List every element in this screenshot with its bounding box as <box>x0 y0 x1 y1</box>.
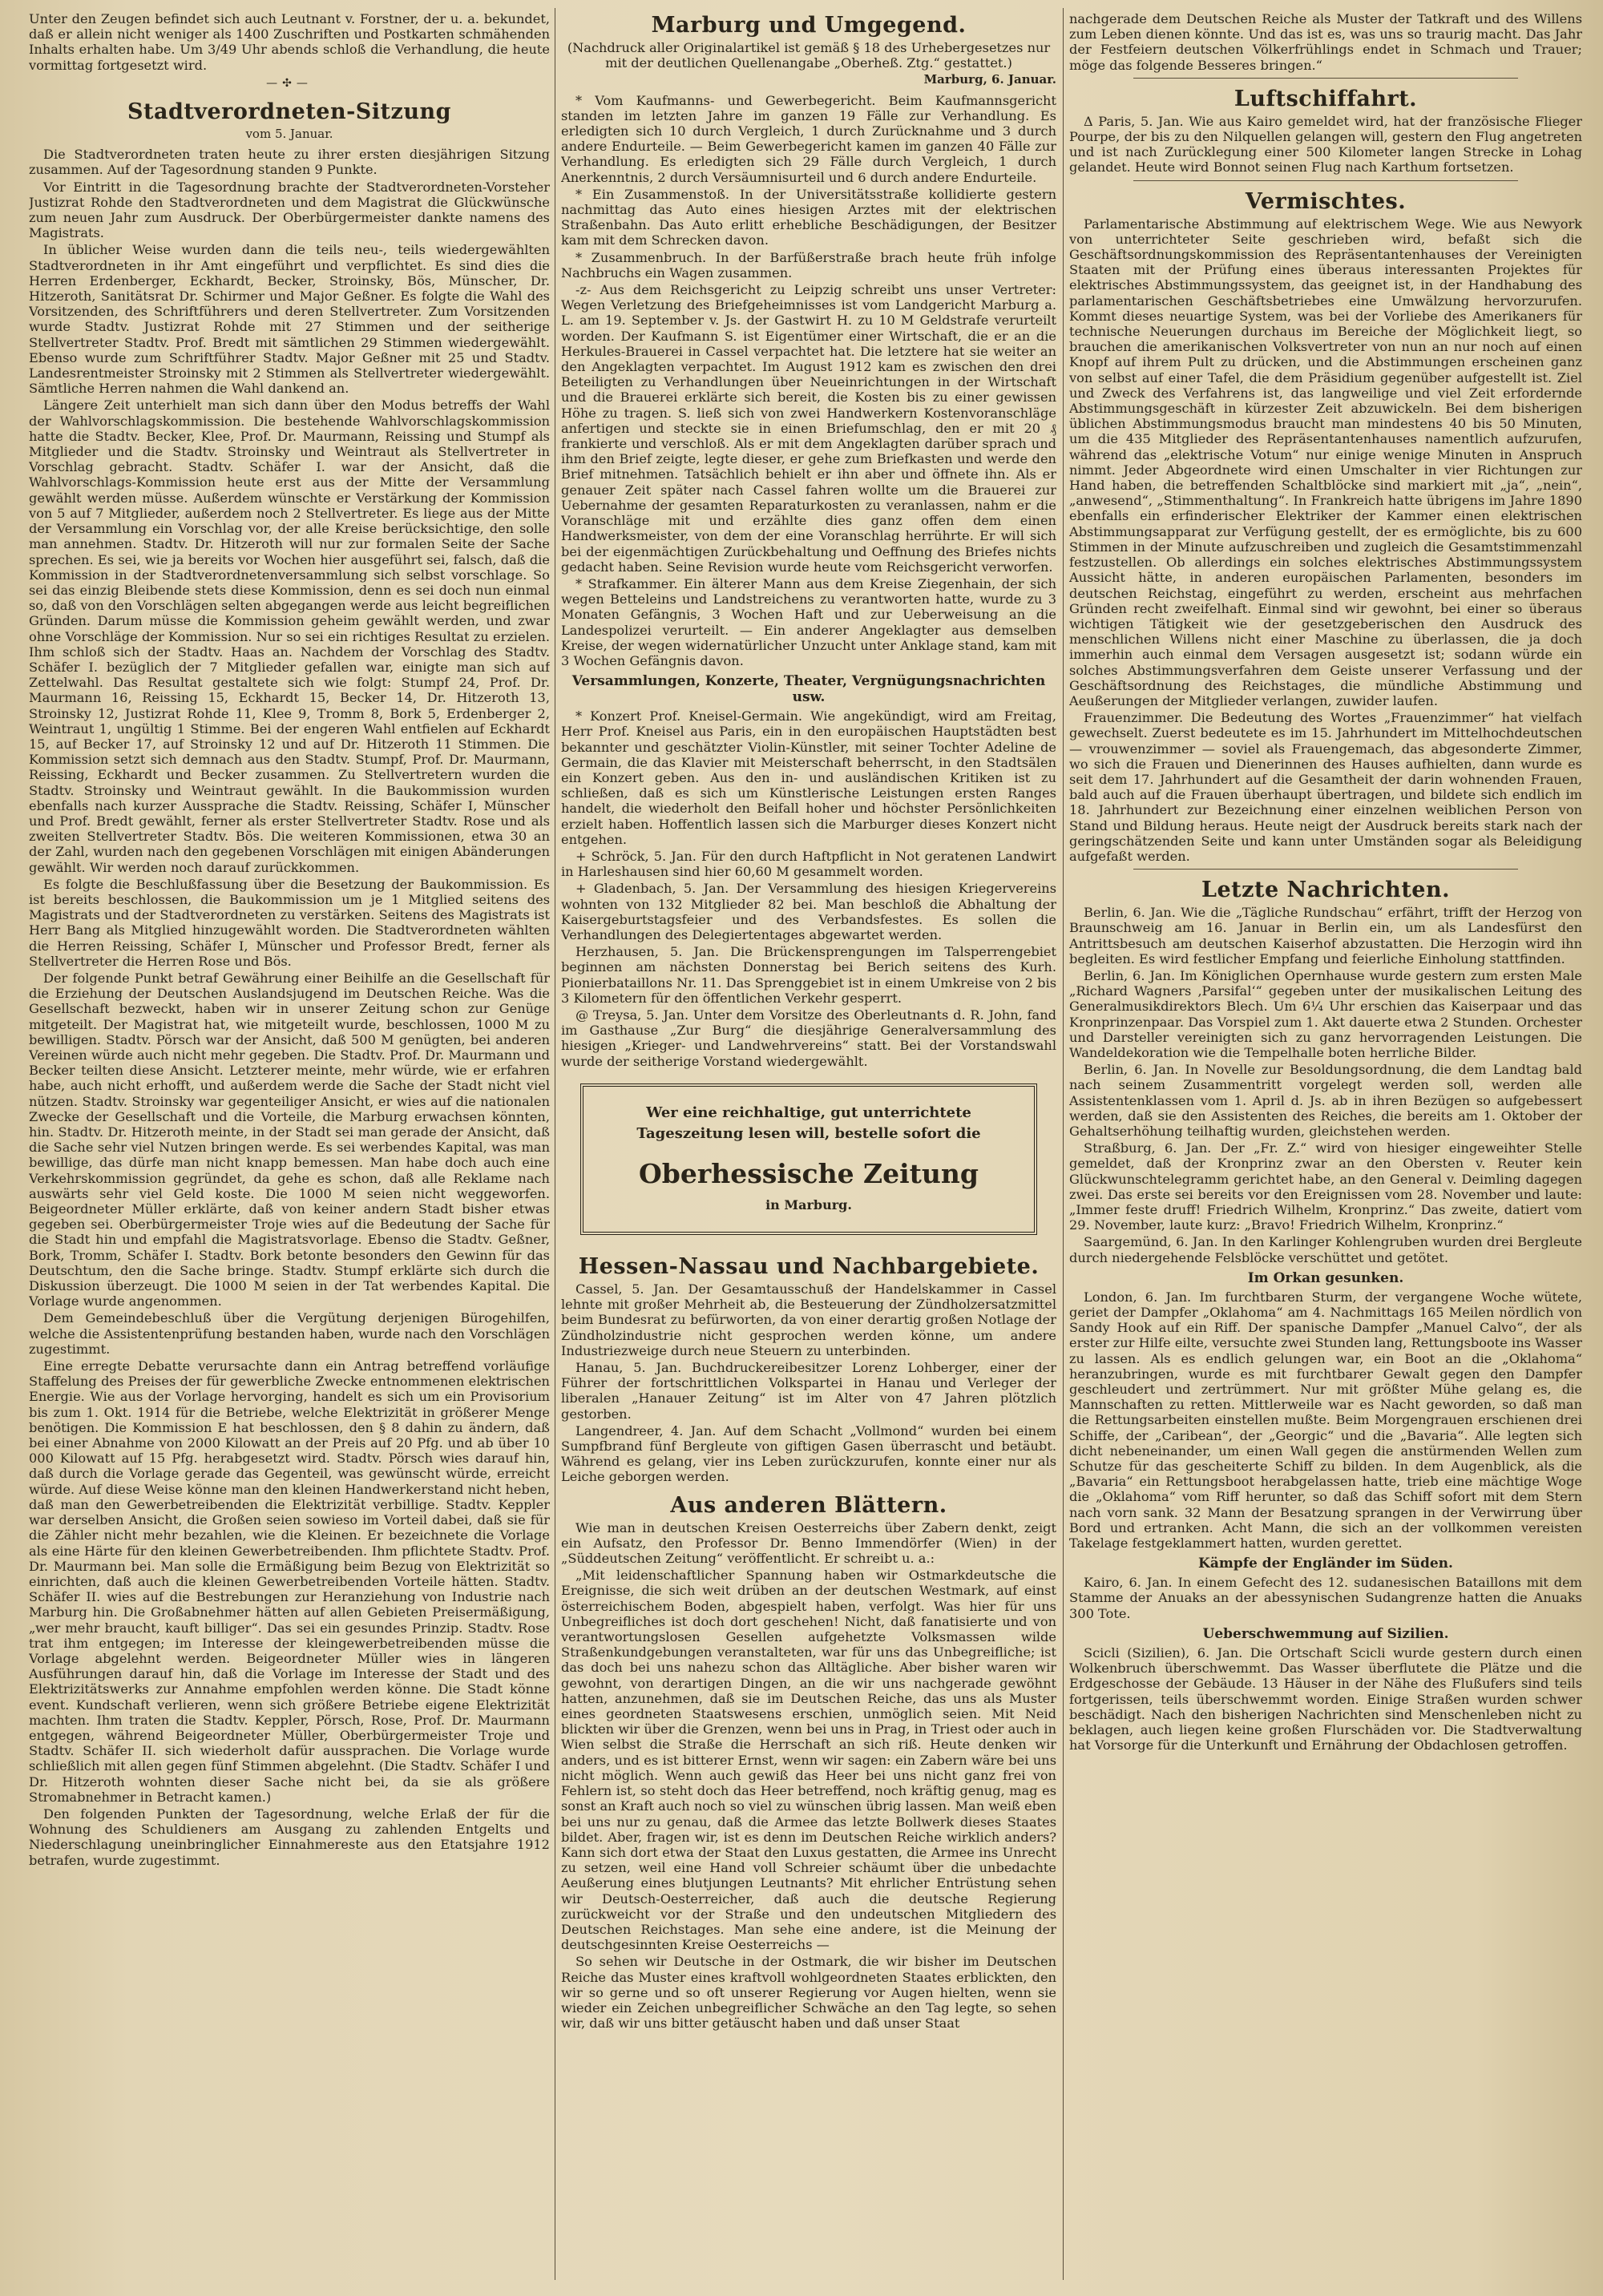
section-title: Luftschiffahrt. <box>1234 86 1418 111</box>
column-middle <box>561 11 1056 2277</box>
paragraph: So sehen wir Deutsche in der Ostmark, die wir bisher im Deutschen Reiche das Muster eines kraftvoll wohlgeordneten Staates erblickten, den wir so gerne und so oft unserer Regierung vor Augen hielten, wenn sie wieder ein Zeichen unbegreiflicher Schwäche an den Tag legte, so sehen wir, daß wir uns bitter getäuscht haben und daß unser Staat <box>561 1954 1056 2032</box>
section-title: Marburg und Umgegend. <box>651 13 967 38</box>
paragraph: Längere Zeit unterhielt man sich dann über den Modus betreffs der Wahl der Wahlvorschlagskommission. Die bestehende Wahlvorschlagskommission hatte die Stadtv. Becker, Klee, Prof. Dr. Maurmann, Reissing und Stumpf als Mitglieder und die Stadtv. Stroinsky und Weintraut als Stellvertreter in Vorschlag gebracht. Stadtv. Schäfer I. war der Ansicht, daß die Wahlvorschlags-Kommission heute erst aus der Mitte der Versammlung gewählt werden müsse. Außerdem wünschte er Verstärkung der Kommission von 5 auf 7 Mitglieder, außerdem noch 2 Stellvertreter. Es liege aus der Mitte der Versammlung ein Vorschlag vor, der alle Kreise berücksichtige, den solle man annehmen. Stadtv. Dr. Hitzeroth will nur zur formalen Seite der Sache sprechen. Es sei, wie ja bereits vor Wochen hier ausgeführt sei, falsch, daß die Kommission in der Stadtverordnetenversammlung sich selbst vorschlage. So sei das einzig Bleibende stets diese Kommission, denn es sei doch nun einmal so, daß von den Vorschlägen selten abgegangen werde aus leicht begreiflichen Gründen. Darum müsse die Kommission geheim gewählt werden, und zwar ohne Vorschläge der Kommission. Nur so sei ein richtiges Resultat zu erzielen. Ihm schloß sich der Stadtv. Haas an. Nachdem der Vorschlag des Stadtv. Schäfer I. bezüglich der 7 Mitglieder gefallen war, einigte man sich auf Zettelwahl. Das Resultat gestaltete sich wie folgt: Stumpf 24, Prof. Dr. Maurmann 16, Reissing 15, Eckhardt 15, Becker 14, Dr. Hitzeroth 13, Stroinsky 12, Justizrat Rohde 11, Klee 9, Tromm 8, Bork 5, Erdenberger 2, Weintraut 1, ungültig 1 Stimme. Bei der engeren Wahl entfielen auf Eckhardt 15, auf Becker 17, auf Stroinsky 12 und auf Dr. Hitzeroth 11 Stimmen. Die Kommission setzt sich demnach aus den Stadtv. Stumpf, Prof. Dr. Maurmann, Reissing, Eckhardt und Becker zusammen. Zu Stellvertretern wurden die Stadtv. Stroinsky und Weintraut gewählt. In die Baukommission wurden ebenfalls nach kurzer Aussprache die Stadtv. Reissing, Schäfer I, Münscher und Prof. Bredt gewählt, ferner als erster Stellvertreter Stadtv. Rose und als zweiten Stellvertreter Stadtv. Bös. Die weiteren Kommissionen, etwa 30 an der Zahl, wurden nach den gegebenen Vorschlägen mit einigen Abänderungen gewählt. Wir werden noch darauf zurückkommen. <box>29 397 550 875</box>
subsection-title: Im Orkan gesunken. <box>1247 1269 1404 1286</box>
paragraph: Frauenzimmer. Die Bedeutung des Wortes „Frauenzimmer“ hat vielfach gewechselt. Zuerst bedeutete es im 15. Jahrhundert im Mittelhochdeutschen — vrouwenzimmer — soviel als Frauengemach, das abgesonderte Zimmer, wo sich die Frauen und Dienerinnen des Hauses aufhielten, dann wurde es seit dem 17. Jahrhundert auf die Gesamtheit der darin wohnenden Frauen, bald auch auf die Frauen überhaupt übertragen, und bildete sich endlich im 18. Jahrhundert zur Bezeichnung einer einzelnen weiblichen Person von Stand und Bildung heraus. Heute neigt der Ausdruck bereits stark nach der geringschätzenden Seite und kann unter Umständen sogar als Beleidigung aufgefaßt werden. <box>1069 710 1582 864</box>
subsection-title: Versammlungen, Konzerte, Theater, Vergnügungsnachrichten usw. <box>571 673 1046 706</box>
paragraph: * Ein Zusammenstoß. In der Universitätsstraße kollidierte gestern nachmittag das Auto eines hiesigen Arztes mit der elektrischen Straßenbahn. Das Auto erlitt erhebliche Beschädigungen, der Besitzer kam mit dem Schrecken davon. <box>561 186 1056 248</box>
paragraph: + Gladenbach, 5. Jan. Der Versammlung des hiesigen Kriegervereins wohnten von 132 Mitglieder 82 bei. Man beschloß die Abhaltung der Kaisergeburtstagsfeier und des Verbandsfestes. Es sollen die Verhandlungen des Delegiertentages abgewartet werden. <box>561 881 1056 942</box>
ad-newspaper-name: Oberhessische Zeitung <box>639 1157 979 1189</box>
paragraph: Scicli (Sizilien), 6. Jan. Die Ortschaft Scicli wurde gestern durch einen Wolkenbruch überschwemmt. Das Wasser überflutete die Plätze und die Erdgeschosse der Gebäude. 13 Häuser in der Nähe des Flußufers sind teils fortgerissen, teils überschwemmt worden. Einige Straßen wurden schwer beschädigt. Nach den bisherigen Nachrichten sind Menschenleben nicht zu beklagen, auch liegen keine großen Flurschäden vor. Die Stadtverwaltung hat Vorsorge für die Unterkunft und Ernährung der Obdachlosen getroffen. <box>1069 1644 1582 1753</box>
paragraph: Cassel, 5. Jan. Der Gesamtausschuß der Handelskammer in Cassel lehnte mit großer Mehrheit ab, die Besteuerung der Zündholzersatzmittel beim Bundesrat zu befürworten, da von einer derartig großen Notlage der Zündholzindustrie nicht gesprochen werden könne, um andere Industriezweige durch neue Steuern zu unterbinden. <box>561 1281 1056 1358</box>
paragraph: Straßburg, 6. Jan. Der „Fr. Z.“ wird von hiesiger eingeweihter Stelle gemeldet, daß der Kronprinz zwar an den Obersten v. Reuter kein Glückwunschtelegramm gerichtet habe, an den General v. Deimling dagegen zwei. Das erste sei bereits vor den Ereignissen vom 28. November und laute: „Immer feste druff! Friedrich Wilhelm, Kronprinz.“ Das zweite, datiert vom 29. November, laute kurz: „Bravo! Friedrich Wilhelm, Kronprinz.“ <box>1069 1140 1582 1233</box>
paragraph: * Zusammenbruch. In der Barfüßerstraße brach heute früh infolge Nachbruchs ein Wagen zusammen. <box>561 249 1056 280</box>
paragraph: Δ Paris, 5. Jan. Wie aus Kairo gemeldet wird, hat der französische Flieger Pourpe, der bis zu den Nilquellen gelangen will, gestern den Flug angetreten und ist nach Zurücklegung einer 500 Kilometer langen Strecke in Lohag gelandet. Heute wird Bonnot seinen Flug nach Karthum fortsetzen. <box>1069 113 1582 176</box>
section-title: Aus anderen Blättern. <box>670 1492 947 1518</box>
paragraph: * Strafkammer. Ein älterer Mann aus dem Kreise Ziegenhain, der sich wegen Betteleins und Landstreichens zu verantworten hatte, wurde zu 3 Monaten Gefängnis, 3 Wochen Haft und zur Ueberweisung an die Landespolizei verurteilt. — Ein anderer Angeklagter aus demselben Kreise, der wegen widernatürlicher Unzucht unter Anklage stand, kam mit 3 Wochen Gefängnis davon. <box>561 575 1056 668</box>
ad-line: Wer eine reichhaltige, gut unterrichtete <box>646 1104 971 1121</box>
ad-line: Tageszeitung lesen will, bestelle sofort die <box>636 1124 981 1142</box>
paragraph: -z- Aus dem Reichsgericht zu Leipzig schreibt uns unser Vertreter: Wegen Verletzung des Briefgeheimnisses ist vom Landgericht Marburg a. L. am 19. September v. Js. der Gastwirt H. zu 10 M Geldstrafe verurteilt worden. Der Kaufmann S. ist Eigentümer einer Wirtschaft, die er an die Herkules-Brauerei in Cassel verpachtet hat. Die letztere hat sie weiter an den Angeklagten verpachtet. Im August 1912 kam es zwischen den drei Beteiligten zu Verhandlungen über Neueinrichtungen in der Wirtschaft und die Brauerei erklärte sich bereit, die Kosten bis zu einer gewissen Höhe zu tragen. S. ließ sich von zwei Handwerkern Kostenvoranschläge anfertigen und steckte sie in einen Briefumschlag, den er mit 20 ₰ frankierte und verschloß. Als er mit dem Angeklagten darüber sprach und ihm den Brief zeigte, legte dieser, er gehe zum Briefkasten und werde den Brief mitnehmen. Tatsächlich behielt er ihn aber und öffnete ihn. Als er genauer Zeit später nach Cassel fahren wollte um die Brauerei zur Uebernahme der gesamten Reparaturkosten zu veranlassen, nahm er die Voranschläge mit und erzählte dies ganz offen dem einen Handwerksmeister, von dem der eine Voranschlag herrührte. Er will sich bei der eigenmächtigen Zurückbehaltung und Oeffnung des Briefes nichts gedacht haben. Seine Revision wurde heute vom Reichsgericht verworfen. <box>561 282 1056 575</box>
paragraph: Wie man in deutschen Kreisen Oesterreichs über Zabern denkt, zeigt ein Aufsatz, den Professor Dr. Benno Immendörfer (Wien) in der „Süddeutschen Zeitung“ veröffentlicht. Er schreibt u. a.: <box>561 1519 1056 1567</box>
separator: —✣— <box>266 76 313 90</box>
paragraph: nachgerade dem Deutschen Reiche als Muster der Tatkraft und des Willens zum Leben dienen könnte. Und das ist es, was uns so traurig macht. Das Jahr der Festfeiern deutschen Völkerfrühlings endet in Schmach und Trauer; möge das folgende Besseres bringen.“ <box>1069 11 1582 73</box>
paragraph: „Mit leidenschaftlicher Spannung haben wir Ostmarkdeutsche die Ereignisse, die sich weit drüben an der deutschen Westmark, auf einst österreichischem Boden, abgespielt haben, verfolgt. Was hier für uns Unbegreifliches ist doch dort geschehen! Nicht, daß fanatisierte und von verantwortungslosen Gesellen aufgehetzte Volksmassen wilde Straßenkundgebungen veranstalteten, war für uns das Unbegreifliche; ist das doch bei uns nahezu schon das Alltägliche. Aber bisher waren wir gewohnt, von derartigen Dingen, an die wir uns nachgerade gewöhnt hatten, anzunehmen, daß sie im Deutschen Reiche, das uns als Muster eines geordneten Staatswesens erschien, unmöglich seien. Mit Neid blickten wir über die Grenzen, wenn bei uns in Prag, in Triest oder auch in Wien selbst die Straße die Herrschaft an sich riß. Heute denken wir anders, und es ist bitterer Ernst, wenn wir sagen: ein Zabern wäre bei uns nicht möglich. Wenn auch gewiß das Heer bei uns nicht ganz frei von Fehlern ist, so steht doch das Heer betreffend, noch kräftig genug, mag es sonst an Kraft auch noch so viel zu wünschen übrig lassen. Man weiß eben bei uns nur zu genau, daß die Armee das letzte Bollwerk dieses Staates bildet. Aber, fragen wir, ist es denn im Deutschen Reiche wirklich anders? Kann sich dort etwa der Staat den Luxus gestatten, die Armee ins Unrecht zu setzen, weil eine Hand voll Schreier schäumt über die unbedachte Aeußerung eines blutjungen Leutnants? Mit ehrlicher Entrüstung sehen wir Deutsch-Oesterreicher, daß auch die deutsche Regierung zurückweicht vor der Straße und den undeutschen Mitgliedern des Deutschen Reichstages. Man sehe eine andere, ist die Meinung der deutschgesinnten Kreise Oesterreichs — <box>561 1568 1056 1953</box>
paragraph: Herzhausen, 5. Jan. Die Brückensprengungen im Talsperrengebiet beginnen am nächsten Donnerstag bei Berich seitens des Kurh. Pionierbataillons Nr. 11. Das Sprenggebiet ist in einem Umkreise von 2 bis 3 Kilometern für den öffentlichen Verkehr gesperrt. <box>561 944 1056 1006</box>
paragraph: In üblicher Weise wurden dann die teils neu-, teils wiedergewählten Stadtverordneten in ihr Amt eingeführt und verpflichtet. Es sind dies die Herren Erdenberger, Eckhardt, Becker, Stroinsky, Bös, Münscher, Dr. Hitzeroth, Sanitätsrat Dr. Schirmer und Major Geßner. Es folgte die Wahl des Vorsitzenden, des Schriftführers und deren Stellvertreter. Zum Vorsitzenden wurde Stadtv. Justizrat Rohde mit 27 Stimmen und der seitherige Stellvertreter Stadtv. Prof. Bredt mit sämtlichen 29 Stimmen wiedergewählt. Ebenso wurde zum Schriftführer Stadtv. Major Geßner mit 25 und Stadtv. Landesrentmeister Stroinsky mit 2 Stimmen als Stellvertreter wiedergewählt. Sämtliche Herren nahmen die Wahl dankend an. <box>29 242 550 397</box>
paragraph: Berlin, 6. Jan. Im Königlichen Opernhause wurde gestern zum ersten Male „Richard Wagners ‚Parsifal‘“ gegeben unter der musikalischen Leitung des Generalmusikdirektors Blech. Um 6¼ Uhr erschien das Kaiserpaar und das Kronprinzenpaar. Das Vorspiel zum 1. Akt dauerte etwa 2 Stunden. Orchester und Darsteller vereinigten sich zu ganz hervorragenden Leistungen. Die Wandeldekoration wie die Tempelhalle boten herrliche Bilder. <box>1069 967 1582 1060</box>
section-title: Letzte Nachrichten. <box>1201 878 1450 903</box>
ad-city: in Marburg. <box>765 1196 852 1213</box>
paragraph: Den folgenden Punkten der Tagesordnung, welche Erlaß der für die Wohnung des Schuldieners am Ausgang zu zahlenden Entgelts und Niederschlagung uneinbringlicher Einnahmereste aus den Etatsjahre 1912 betrafen, wurde zugestimmt. <box>29 1806 550 1868</box>
paragraph: Kairo, 6. Jan. In einem Gefecht des 12. sudanesischen Bataillons mit dem Stamme der Anuaks an der abessynischen Sudangrenze hatten die Anuaks 300 Tote. <box>1069 1575 1582 1621</box>
section-title: Stadtverordneten-Sitzung <box>127 99 451 125</box>
column-left <box>29 11 550 2277</box>
divider <box>1133 180 1518 181</box>
paragraph: Eine erregte Debatte verursachte dann ein Antrag betreffend vorläufige Staffelung des Preises der für gewerbliche Zwecke entnommenen elektrischen Energie. Wie aus der Vorlage hervorging, handelt es sich um ein Provisorium bis zum 1. Okt. 1914 für die Betriebe, welche Elektrizität in größerer Menge benötigen. Die Kommission E hat beschlossen, den § 8 dahin zu ändern, daß bei einer Abnahme von 2000 Kilowatt an der Preis auf 20 Pfg. und ab über 10 000 Kilowatt auf 15 Pfg. herabgesetzt wird. Stadtv. Pörsch wies darauf hin, daß durch die Vorlage gerade das Gegenteil, was gewünscht würde, erreicht würde. Auf diese Weise könne man den kleinen Handwerkerstand nicht heben, daß man den Gewerbetreibenden die Elektrizität verbillige. Stadtv. Keppler war derselben Ansicht, die Großen seien sowieso im Vorteil dabei, daß sie für die Zähler nicht mehr bezahlen, wie die Kleinen. Er bezeichnete die Vorlage als eine Härte für den kleinen Gewerbetreibenden. Ihm pflichtete Stadtv. Prof. Dr. Maurmann bei. Man solle die Ermäßigung beim Bezug von Elektrizität so einrichten, daß auch die kleinen Gewerbetreibenden Vorteile hätten. Stadtv. Schäfer II. wies auf die Bestrebungen zur Heranziehung von Industrie nach Marburg hin. Die Großabnehmer hätten auf allen Gebieten Preisermäßigung, „wer mehr braucht, kauft billiger“. Das sei ein gesundes Prinzip. Stadtv. Rose trat ihm entgegen; im Interesse der kleingewerbetreibenden müsse die Vorlage abgelehnt werden. Beigeordneter Müller wies in längeren Ausführungen darauf hin, daß die Vorlage im Interesse der Stadt und des Elektrizitätswerks zur Annahme empfohlen werden könne. Die Stadt könne event. Kundschaft verlieren, wenn sich größere Betriebe eigene Elektrizität machten. Ihm traten die Stadtv. Keppler, Pörsch, Rose, Prof. Dr. Maurmann entgegen, während Beigeordneter Müller, Oberbürgermeister Troje und Stadtv. Schäfer II. sich wiederholt dafür aussprachen. Die Vorlage wurde schließlich mit allen gegen fünf Stimmen abgelehnt. (Die Stadtv. Schäfer I und Dr. Hitzeroth wohnten dieser Sache nicht bei, da sie als größere Stromabnehmer in Betracht kamen.) <box>29 1358 550 1805</box>
paragraph: Der folgende Punkt betraf Gewährung einer Beihilfe an die Gesellschaft für die Erziehung der Deutschen Auslandsjugend im Deutschen Reiche. Was die Gesellschaft bezweckt, haben wir in unserer Zeitung schon zur Genüge mitgeteilt. Der Magistrat hat, wie mitgeteilt wurde, beschlossen, 1000 M zu bewilligen. Stadtv. Pörsch war der Ansicht, daß 500 M genügten, bei anderen Vereinen würde auch nicht mehr gegeben. Die Stadtv. Prof. Dr. Maurmann und Becker teilten diese Ansicht. Letzterer meinte, mehr würde, wie er erfahren habe, auch nicht erhofft, und außerdem werde die Sache der Stadt nicht viel nützen. Stadtv. Stroinsky war gegenteiliger Ansicht, er wies auf die nationalen Zwecke der Gesellschaft und die Vorteile, die Marburg erwachsen könnten, hin. Stadtv. Dr. Hitzeroth meinte, in der Stadt sei man gerade der Ansicht, daß die Sache sehr viel Nutzen bringen werde. Es sei werbendes Kapital, was man bewillige, das dürfe man nicht knapp bemessen. Man habe doch auch eine Verkehrskommission gegründet, da gehe es schon, daß alle Reklame nach auswärts sehr viel Geld koste. Die 1000 M seien nicht weggeworfen. Beigeordneter Müller erklärte, daß von keiner andern Stadt bisher etwas gegeben sei. Oberbürgermeister Troje wies auf die Bedeutung der Sache für die Stadt hin und empfahl die Magistratsvorlage. Ebenso die Stadtv. Geßner, Bork, Tromm, Schäfer I. Stadtv. Bork betonte besonders den Gewinn für das Deutschtum, den die Sache bringe. Stadtv. Stumpf erklärte sich durch die Diskussion überzeugt. Die 1000 M seien in der Tat werbendes Kapital. Die Vorlage wurde angenommen. <box>29 970 550 1309</box>
section-title: Vermischtes. <box>1245 188 1407 214</box>
paragraph: Berlin, 6. Jan. In Novelle zur Besoldungsordnung, die dem Landtag bald nach seinem Zusammentritt vorgelegt werden soll, werden alle Assistentenklassen vom 1. April d. Js. ab in ihren Bezügen so aufgebessert werden, daß sie den Assistenten des Reiches, die bereits am 1. Oktober der Gehaltserhöhung teilhaftig wurden, gleichstehen werden. <box>1069 1062 1582 1139</box>
dateline: Marburg, 6. Januar. <box>923 72 1056 87</box>
paragraph: Die Stadtverordneten traten heute zu ihrer ersten diesjährigen Sitzung zusammen. Auf der Tagesordnung standen 9 Punkte. <box>29 147 550 178</box>
paragraph: Hanau, 5. Jan. Buchdruckereibesitzer Lorenz Lohberger, einer der Führer der fortschrittlichen Volkspartei in Hanau und Verleger der liberalen „Hanauer Zeitung“ ist im Alter von 47 Jahren plötzlich gestorben. <box>561 1360 1056 1422</box>
paragraph: Unter den Zeugen befindet sich auch Leutnant v. Forstner, der u. a. bekundet, daß er allein nicht weniger als 1400 Zuschriften und Postkarten schmähenden Inhalts erhalten habe. Um 3/49 Uhr abends schloß die Verhandlung, die heute vormittag fortgesetzt wird. <box>29 11 550 73</box>
section-date: vom 5. Januar. <box>245 127 333 142</box>
paragraph: Saargemünd, 6. Jan. In den Karlinger Kohlengruben wurden drei Bergleute durch niedergehende Felsblöcke verschüttet und getötet. <box>1069 1234 1582 1265</box>
subsection-title: Ueberschwemmung auf Sizilien. <box>1202 1625 1449 1642</box>
section-title: Hessen-Nassau und Nachbargebiete. <box>578 1254 1040 1279</box>
paragraph: * Konzert Prof. Kneisel-Germain. Wie angekündigt, wird am Freitag, Herr Prof. Kneisel aus Paris, ein in den europäischen Hauptstädten best bekannter und geschätzter Violin-Künstler, mit seiner Tochter Adeline de Germain, die das Klavier mit Meisterschaft beherrscht, in den Stadtsälen ein Konzert geben. Aus den in- und ausländischen Kritiken ist zu schließen, daß es sich um Künstlerische Leistungen ersten Ranges handelt, die wiederholt den Beifall hoher und höchster Persönlichkeiten erzielt haben. Hoffentlich lassen sich die Marburger dieses Konzert nicht entgehen. <box>561 708 1056 847</box>
advertisement-box <box>580 1083 1037 1235</box>
column-right <box>1069 11 1582 2277</box>
column-rule <box>1063 8 1064 2280</box>
divider <box>1133 869 1518 870</box>
reprint-notice: (Nachdruck aller Originalartikel ist gemäß § 18 des Urhebergesetzes nur mit der deutlichen Quellenangabe „Oberheß. Ztg.“ gestattet.) <box>567 40 1051 71</box>
subsection-title: Kämpfe der Engländer im Süden. <box>1198 1556 1453 1572</box>
paragraph: * Vom Kaufmanns- und Gewerbegericht. Beim Kaufmannsgericht standen im letzten Jahre im ganzen 19 Fälle zur Verhandlung. Es erledigten sich 10 durch Vergleich, 1 durch Zurücknahme und 3 durch andere Endurteile. — Beim Gewerbegericht kamen im ganzen 40 Fälle zur Verhandlung. Es erledigten sich 29 Fälle durch Vergleich, 1 durch Anerkenntnis, 2 durch Versäumnisurteil und 6 durch andere Endurteile. <box>561 92 1056 185</box>
paragraph: Es folgte die Beschlußfassung über die Besetzung der Baukommission. Es ist bereits beschlossen, die Baukommission um je 1 Mitglied seitens des Magistrats und der Stadtverordneten zu verstärken. Seitens des Magistrats ist Herr Bang als Mitglied hinzugewählt worden. Die Stadtverordneten wählten die Herren Reissing, Schäfer I, Münscher und Professor Bredt, ferner als Stellvertreter die Herren Rose und Bös. <box>29 876 550 969</box>
divider <box>1133 78 1518 79</box>
paragraph: Langendreer, 4. Jan. Auf dem Schacht „Vollmond“ wurden bei einem Sumpfbrand fünf Bergleute von giftigen Gasen überrascht und betäubt. Während es gelang, vier ins Leben zurückzurufen, konnte einer nur als Leiche geborgen werden. <box>561 1422 1056 1485</box>
paragraph: Vor Eintritt in die Tagesordnung brachte der Stadtverordneten-Vorsteher Justizrat Rohde den Stadtverordneten und dem Magistrat die Glückwünsche zum neuen Jahr zum Ausdruck. Der Oberbürgermeister dankte namens des Magistrats. <box>29 179 550 241</box>
paragraph: @ Treysa, 5. Jan. Unter dem Vorsitze des Oberleutnants d. R. John, fand im Gasthause „Zur Burg“ die diesjährige Generalversammlung des hiesigen „Krieger- und Landwehrvereins“ statt. Bei der Vorstandswahl wurde der seitherige Vorstand wiedergewählt. <box>561 1007 1056 1069</box>
paragraph: + Schröck, 5. Jan. Für den durch Haftpflicht in Not geratenen Landwirt in Harleshausen sind hier 60,60 M gesammelt worden. <box>561 848 1056 880</box>
paragraph: Dem Gemeindebeschluß über die Vergütung derjenigen Bürogehilfen, welche die Assistentenprüfung bestanden haben, wurde nach den Vorschlägen zugestimmt. <box>29 1310 550 1357</box>
paragraph: Berlin, 6. Jan. Wie die „Tägliche Rundschau“ erfährt, trifft der Herzog von Braunschweig am 16. Januar in Berlin ein, um als Landesfürst den Antrittsbesuch am deutschen Kaiserhof abzustatten. Die Herzogin wird ihn begleiten. Es wird festlicher Empfang und feierliche Einholung stattfinden. <box>1069 905 1582 966</box>
paragraph: London, 6. Jan. Im furchtbaren Sturm, der vergangene Woche wütete, geriet der Dampfer „Oklahoma“ am 4. Nachmittags 165 Meilen nördlich von Sandy Hook auf ein Riff. Der spanische Dampfer „Manuel Calvo“, der als erster zur Hilfe eilte, versuchte zwei Stunden lang, Rettungsboote ins Wasser zu lassen. Als es endlich gelungen war, ein Boot an die „Oklahoma“ heranzubringen, wurde es mit furchtbarer Gewalt gegen den Dampfer geschleudert und zertrümmert. Nur mit größter Mühe gelang es, die Mannschaften zu retten. Mittlerweile war es Nacht geworden, so daß man die Rettungsarbeiten einstellen mußte. Beim Morgengrauen erschienen drei Schiffe, der „Caribean“, der „Georgic“ und die „Bavaria“. Alle legten sich dicht nebeneinander, um einen Wall gegen die anstürmenden Wellen zum Schutze für das gescheiterte Schiff zu bilden. In dem Augenblick, als die „Bavaria“ ein Rettungsboot herabgelassen hatte, trieb eine mächtige Woge die „Oklahoma“ vom Riff herunter, so daß das Schiff sofort mit dem Stern nach vorn sank. 32 Mann der Besatzung sprangen in der Verwirrung über Bord und ertranken. Acht Mann, die sich an der vollkommen vereisten Takelage festgeklammert hatten, wurden gerettet. <box>1069 1289 1582 1552</box>
paragraph: Parlamentarische Abstimmung auf elektrischem Wege. Wie aus Newyork von unterrichteter Seite geschrieben wird, befaßt sich die Geschäftsordnungskommission des Repräsentantenhauses der Vereinigten Staaten mit der Prüfung eines überaus interessanten Projektes für elektrisches Abstimmungssystem, das geeignet ist, in der Handhabung des parlamentarischen Geschäftsbetriebes eine Umwälzung hervorzurufen. Kommt dieses neuartige System, was bei der Vorliebe des Amerikaners für technische Neuerungen durchaus im Bereiche der Möglichkeit liegt, so brauchen die amerikanischen Volksvertreter von nun an nur noch auf einen Knopf auf ihrem Pult zu drücken, und die Abstimmungen erscheinen ganz von selbst auf einer Tafel, die dem Präsidium gegenüber aufgestellt ist. Ziel und Zweck des Verfahrens ist, das langweilige und viel Zeit erfordernde Abstimmungsgeschäft in kürzester Zeit abzuwickeln. Bei dem bisherigen üblichen Abstimmungsmodus braucht man mindestens 40 bis 50 Minuten, um die 435 Mitglieder des Repräsentantenhauses namentlich aufzurufen, während das „elektrische Votum“ nur einige wenige Minuten in Anspruch nimmt. Jeder Abgeordnete wird einen Umschalter in vier Richtungen zur Hand haben, die betreffenden Schaltblöcke sind markiert mit „ja“, „nein“, „anwesend“, „Stimmenthaltung“. In Frankreich hatte übrigens im Jahre 1890 ebenfalls ein erfinderischer Elektriker der Kammer einen elektrischen Abstimmungsapparat zur Verfügung gestellt, der es ermöglichte, bis zu 600 Stimmen in der Minute aufzuschreiben und zugleich die Gesamtstimmenzahl festzustellen. Ob allerdings ein solches elektrisches Abstimmungssystem Aussicht hätte, in anderen europäischen Parlamenten, besonders im deutschen Reichstag, eingeführt zu werden, erscheint aus mehrfachen Gründen recht zweifelhaft. Einmal sind wir gewohnt, bei einer so überaus wichtigen Tätigkeit wie der gesetzgeberischen den Ausdruck des menschlichen Willens nicht einer Maschine zu überlassen, die ja doch immerhin auch einmal dem Versagen ausgesetzt ist; sodann würde ein solches Abstimmungsverfahren dem Geiste unserer Verfassung und der Geschäftsordnung des Reichstages, die mündliche Abstimmung und Aeußerungen der Mitglieder verlangen, zuwider laufen. <box>1069 216 1582 708</box>
